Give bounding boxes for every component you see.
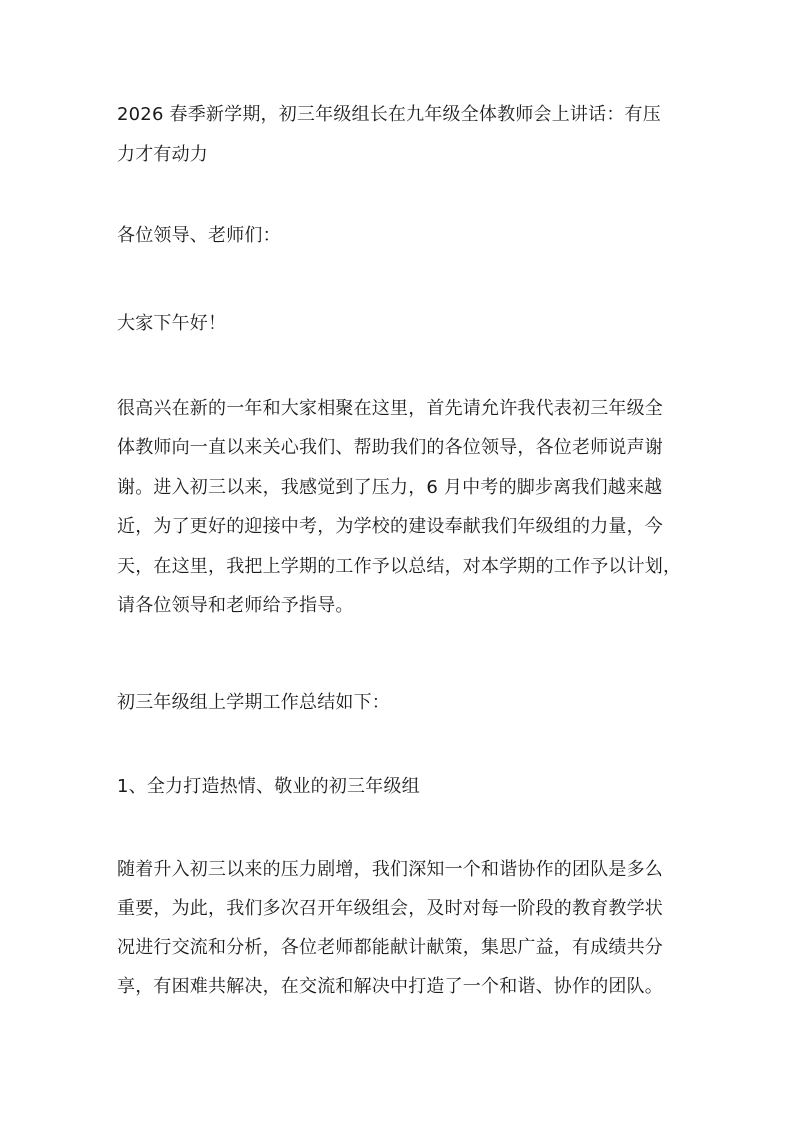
intro-paragraph-line: 体教师向一直以来关心我们、帮助我们的各位领导，各位老师说声谢 bbox=[117, 437, 663, 458]
greeting: 大家下午好！ bbox=[117, 313, 227, 334]
section-1-heading: 1、全力打造热情、敬业的初三年级组 bbox=[117, 776, 420, 797]
section-1-paragraph-line: 重要，为此，我们多次召开年级组会，及时对每一阶段的教育教学状 bbox=[117, 898, 663, 919]
summary-heading: 初三年级组上学期工作总结如下： bbox=[117, 692, 390, 713]
intro-paragraph-line: 天，在这里，我把上学期的工作予以总结，对本学期的工作予以计划， bbox=[117, 556, 682, 577]
salutation: 各位领导、老师们： bbox=[117, 225, 281, 246]
intro-paragraph-line: 近，为了更好的迎接中考，为学校的建设奉献我们年级组的力量，今 bbox=[117, 516, 663, 537]
document-title-line-1: 2026 春季新学期，初三年级组长在九年级全体教师会上讲话：有压 bbox=[117, 104, 661, 125]
intro-paragraph-line: 谢。进入初三以来，我感觉到了压力，6 月中考的脚步离我们越来越 bbox=[117, 477, 663, 498]
section-1-paragraph-line: 享，有困难共解决，在交流和解决中打造了一个和谐、协作的团队。 bbox=[117, 976, 663, 997]
intro-paragraph-line: 请各位领导和老师给予指导。 bbox=[117, 595, 354, 616]
section-1-paragraph-line: 随着升入初三以来的压力剧增，我们深知一个和谐协作的团队是多么 bbox=[117, 859, 663, 880]
section-1-paragraph-line: 况进行交流和分析，各位老师都能献计献策，集思广益，有成绩共分 bbox=[117, 937, 663, 958]
intro-paragraph-line: 很高兴在新的一年和大家相聚在这里，首先请允许我代表初三年级全 bbox=[117, 398, 663, 419]
document-title-line-2: 力才有动力 bbox=[117, 144, 208, 165]
